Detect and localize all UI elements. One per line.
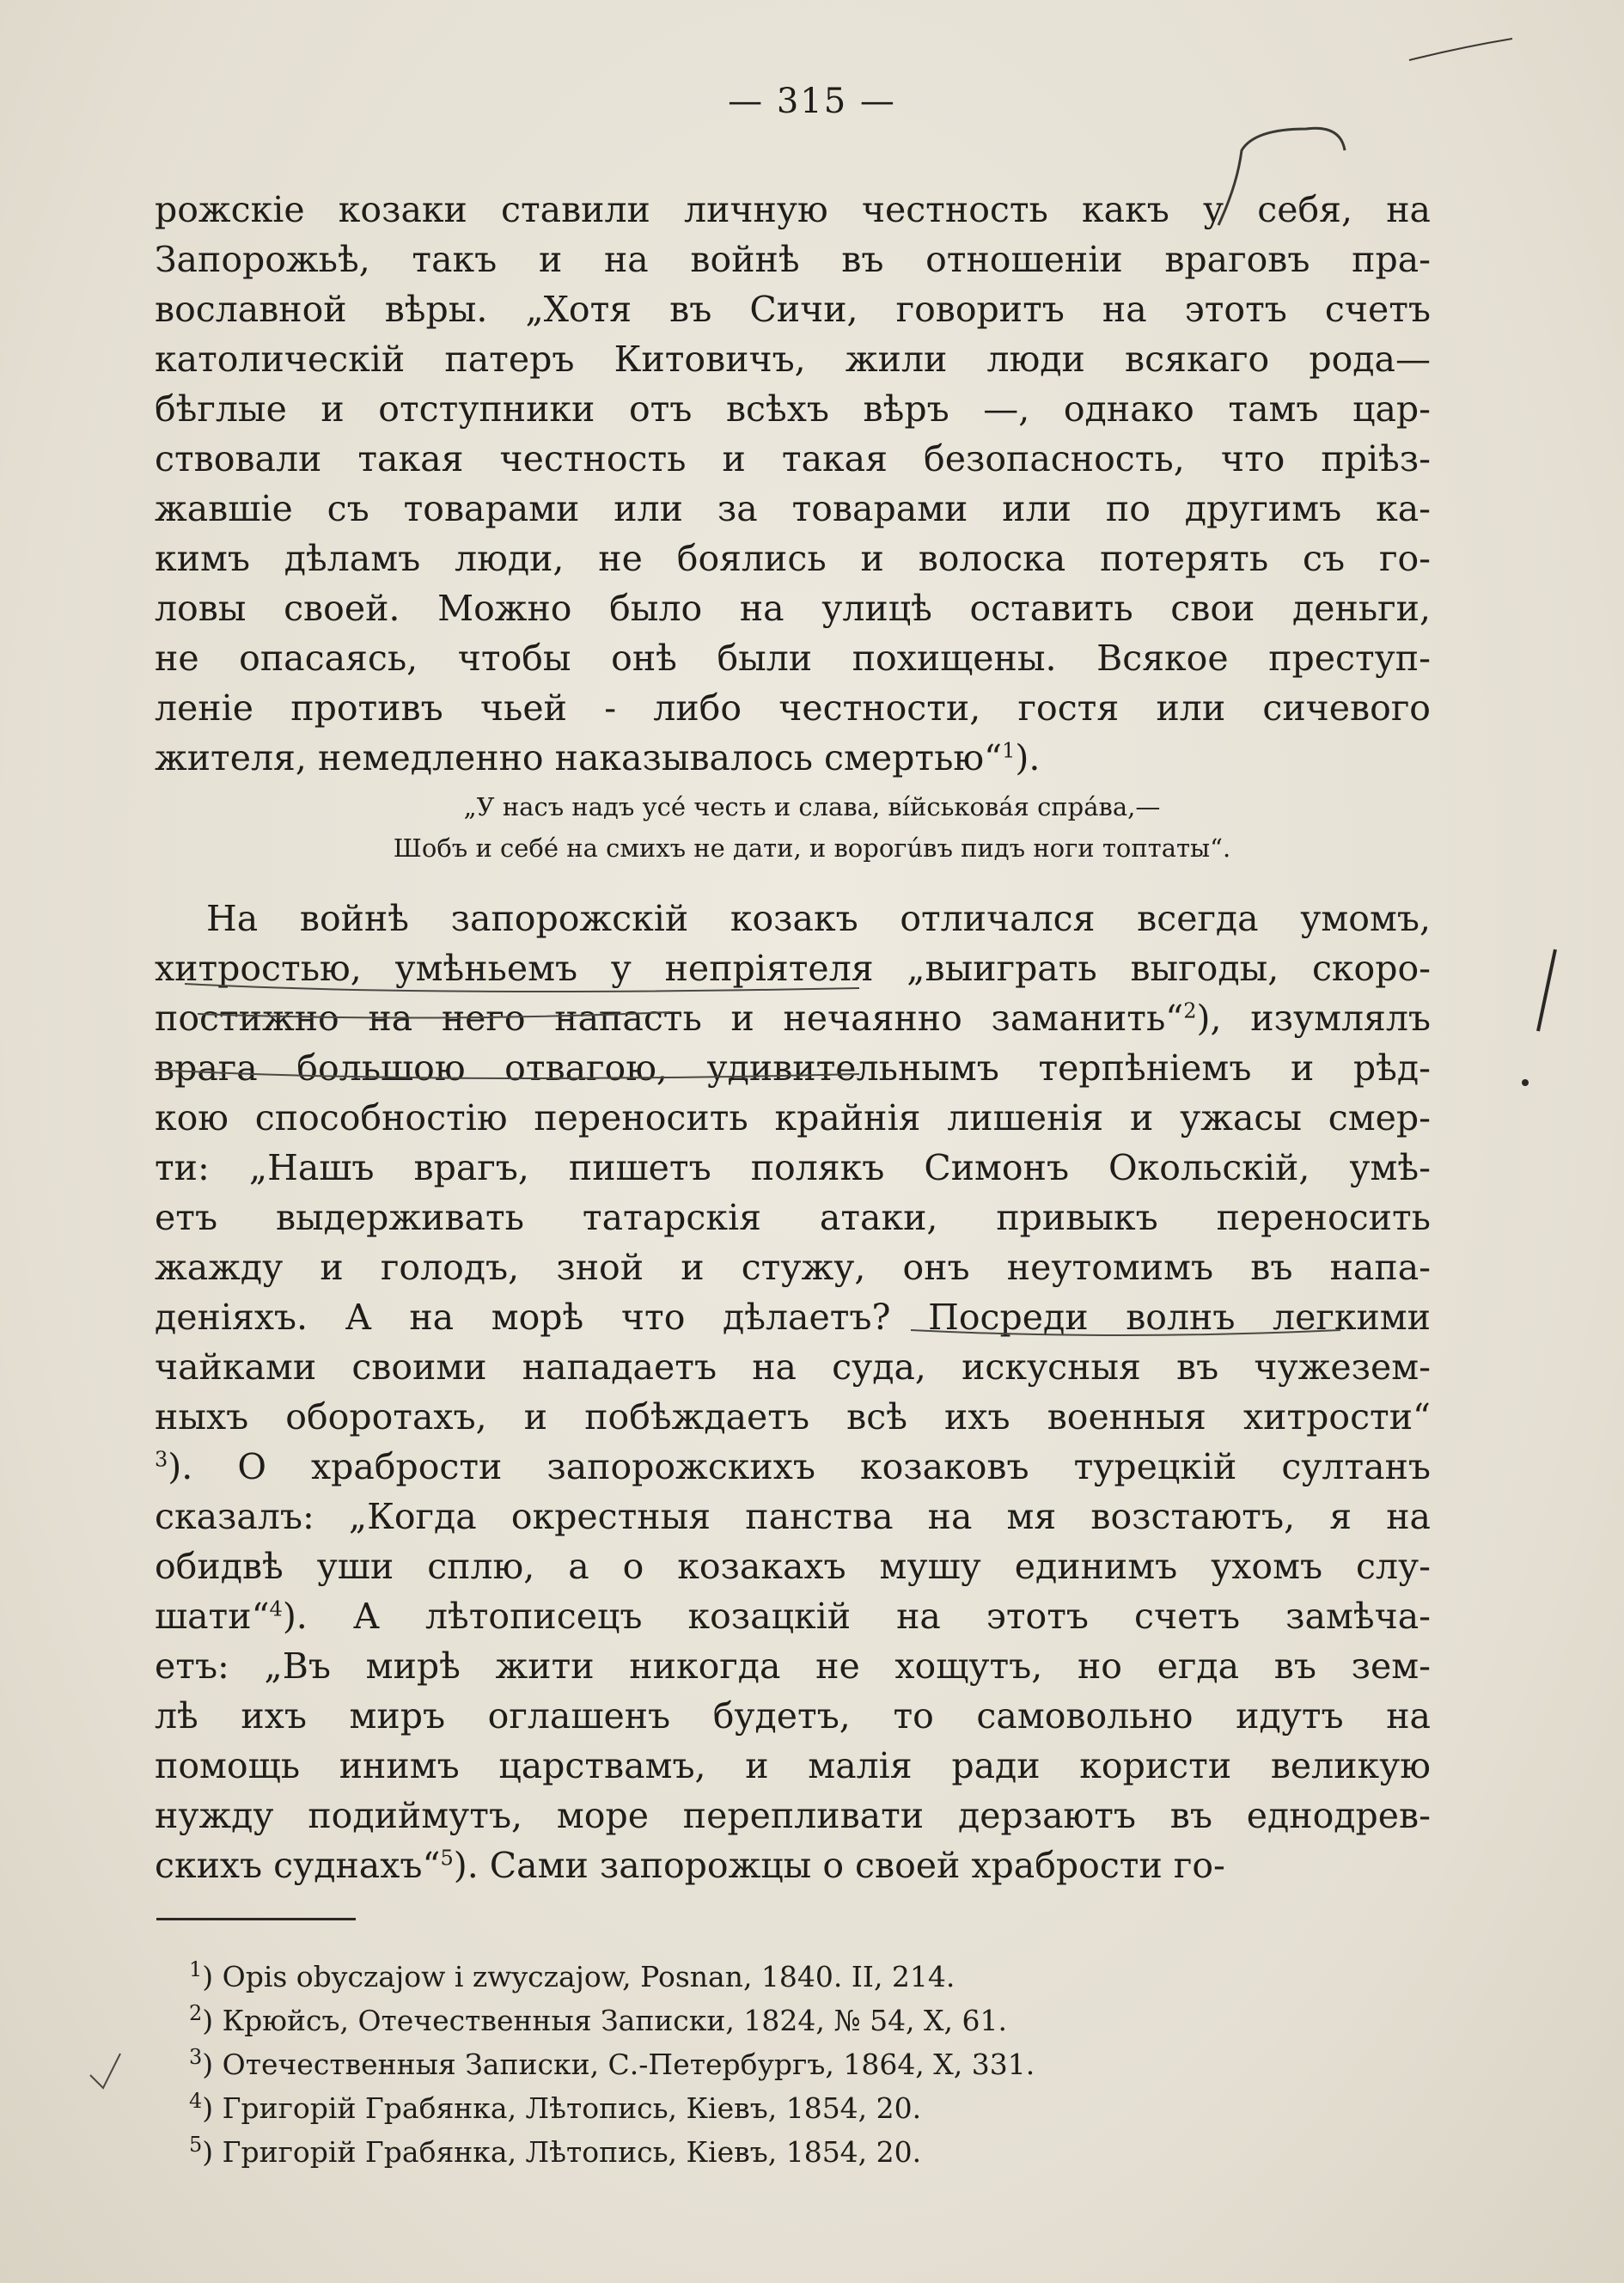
pencil-footnote-check [90, 2054, 120, 2088]
line-text: жителя, немедленно наказывалось смертью“ [155, 737, 1003, 778]
text-line [155, 1541, 1431, 1591]
line-text: лѣ ихъ миръ оглашенъ будетъ, то самовольно идутъ на [155, 1695, 1431, 1737]
line-text: кою способностію переносить крайнія лишенія и ужасы смер- [155, 1097, 1431, 1138]
pencil-margin-stroke [1538, 949, 1555, 1031]
line-text: етъ выдерживать татарскія атаки, привыкъ переносить [155, 1197, 1431, 1238]
line-text: На войнѣ запорожскій козакъ отличался всегда умомъ, [206, 898, 1431, 939]
text-line: ловы своей. Можно было на улицѣ оставить свои деньги, [155, 588, 1431, 629]
text-line: кимъ дѣламъ люди, не боялись и волоска потерять съ го- [155, 538, 1431, 579]
footnote-ref: 2 [1183, 998, 1197, 1023]
text-line [155, 1193, 1431, 1242]
footnote-item [189, 2086, 1035, 2130]
text-line [155, 1342, 1431, 1392]
footnote-number: 1 [189, 1957, 203, 1981]
line-end: ), изумлялъ [1196, 998, 1431, 1039]
text-line [155, 1093, 1431, 1143]
footnote-ref: 5 [440, 1846, 454, 1871]
text-line [155, 1242, 1431, 1292]
text-line: вославной вѣры. „Хотя въ Сичи, говоритъ на этотъ счетъ [155, 289, 1431, 330]
text-line [155, 1043, 1431, 1093]
line-text: ). О храбрости запорожскихъ козаковъ турецкій султанъ [168, 1446, 1431, 1487]
text-line [155, 1791, 1431, 1840]
footnote-item [189, 2042, 1035, 2086]
line-text: врага большою отвагою, удивительнымъ терпѣніемъ и рѣд- [155, 1047, 1431, 1089]
line-text: помощь инимъ царствамъ, и малія ради користи великую [155, 1745, 1431, 1786]
footnote-number: 4 [189, 2089, 203, 2113]
line-text: постижно на него напасть и нечаянно заманить“ [155, 998, 1184, 1039]
footnote-text: ) Григорій Грабянка, Лѣтопись, Кіевъ, 1854, 20. [202, 2091, 922, 2125]
text-line [155, 1143, 1431, 1193]
text-line [155, 1641, 1431, 1691]
footnotes [189, 1955, 1035, 2174]
text-line: католическій патеръ Китовичъ, жили люди всякаго рода— [155, 339, 1431, 380]
line-text: обидвѣ уши сплю, а о козакахъ мушу единимъ ухомъ слу- [155, 1546, 1431, 1587]
paragraph-2 [155, 894, 1431, 1890]
text-line [155, 894, 1431, 943]
footnote-number: 3 [189, 2045, 203, 2069]
line-end: ). А лѣтописецъ козацкій на этотъ счетъ замѣча- [282, 1596, 1431, 1637]
line-text: хитростью, умѣньемъ у непріятеля „выиграть выгоды, скоро- [155, 948, 1431, 989]
footnote-ref: 3 [155, 1447, 168, 1472]
footnote-item [189, 1955, 1035, 1999]
pencil-corner-stroke [1409, 39, 1512, 60]
pencil-dot [1522, 1079, 1529, 1086]
text-line: Запорожьѣ, такъ и на войнѣ въ отношеніи враговъ пра- [155, 239, 1431, 280]
line-end: ). [1015, 737, 1041, 778]
line-text: деніяхъ. А на морѣ что дѣлаетъ? Посреди волнъ легкими [155, 1297, 1431, 1338]
text-line [155, 993, 1431, 1043]
line-text: скихъ суднахъ“ [155, 1845, 441, 1886]
text-line [155, 1392, 1431, 1442]
line-text: нужду подиймутъ, море перепливати дерзаютъ въ еднодрев- [155, 1795, 1431, 1836]
text-line [155, 1691, 1431, 1741]
text-line [155, 1292, 1431, 1342]
footnote-text: ) Отечественныя Записки, С.-Петербургъ, 1864, X, 331. [202, 2048, 1035, 2081]
paragraph-1 [155, 185, 1431, 783]
footnote-ref: 1 [1002, 738, 1016, 763]
line-text: ныхъ оборотахъ, и побѣждаетъ всѣ ихъ военныя хитрости“ [155, 1396, 1431, 1438]
text-line: не опасаясь, чтобы онѣ были похищены. Всякое преступ- [155, 638, 1431, 679]
text-line [155, 1741, 1431, 1791]
line-text: сказалъ: „Когда окрестныя панства на мя возстаютъ, я на [155, 1496, 1431, 1537]
footnote-item [189, 1999, 1035, 2042]
text-line [155, 943, 1431, 993]
text-line [155, 1591, 1431, 1641]
text-line: бѣглые и отступники отъ всѣхъ вѣръ —, однако тамъ цар- [155, 388, 1431, 430]
footnote-number: 5 [189, 2133, 203, 2157]
text-line-last [155, 733, 1431, 783]
poem-line: Шобъ и себé на смихъ не дати, и ворогúвъ пидъ ноги топтаты“. [393, 833, 1231, 863]
text-line [155, 1492, 1431, 1541]
text-line: жавшіе съ товарами или за товарами или по другимъ ка- [155, 488, 1431, 529]
footnote-number: 2 [189, 2001, 203, 2025]
poem-quote [0, 786, 1624, 869]
footnote-item [189, 2130, 1035, 2174]
line-text: жажду и голодъ, зной и стужу, онъ неутомимъ въ напа- [155, 1247, 1431, 1288]
text-line [155, 1840, 1431, 1890]
text-line: леніе противъ чьей - либо честности, гостя или сичевого [155, 687, 1431, 729]
line-text: ти: „Нашъ врагъ, пишетъ полякъ Симонъ Окольскій, умѣ- [155, 1147, 1431, 1188]
text-line: ствовали такая честность и такая безопасность, что пріѣз- [155, 438, 1431, 479]
line-end: ). Сами запорожцы о своей храбрости го- [453, 1845, 1225, 1886]
footnote-text: ) Opis obyczajow i zwyczajow, Posnan, 1840. II, 214. [202, 1960, 955, 1993]
footnote-divider [156, 1918, 356, 1920]
line-text: шати“ [155, 1596, 270, 1637]
footnote-text: ) Григорій Грабянка, Лѣтопись, Кіевъ, 1854, 20. [202, 2135, 922, 2169]
text-line [155, 1442, 1431, 1492]
line-text: етъ: „Въ мирѣ жити никогда не хощутъ, но егда въ зем- [155, 1645, 1431, 1687]
footnote-text: ) Крюйсъ, Отечественныя Записки, 1824, № 54, X, 61. [202, 2004, 1007, 2037]
text-line: рожскіе козаки ставили личную честность какъ у себя, на [155, 189, 1431, 230]
footnote-ref: 4 [269, 1596, 283, 1621]
page-number: — 315 — [728, 82, 896, 121]
poem-line: „У насъ надъ усé честь и слава, вíйськовáя спрáва,— [463, 792, 1161, 821]
line-text: чайками своими нападаетъ на суда, искусныя въ чужезем- [155, 1346, 1431, 1388]
